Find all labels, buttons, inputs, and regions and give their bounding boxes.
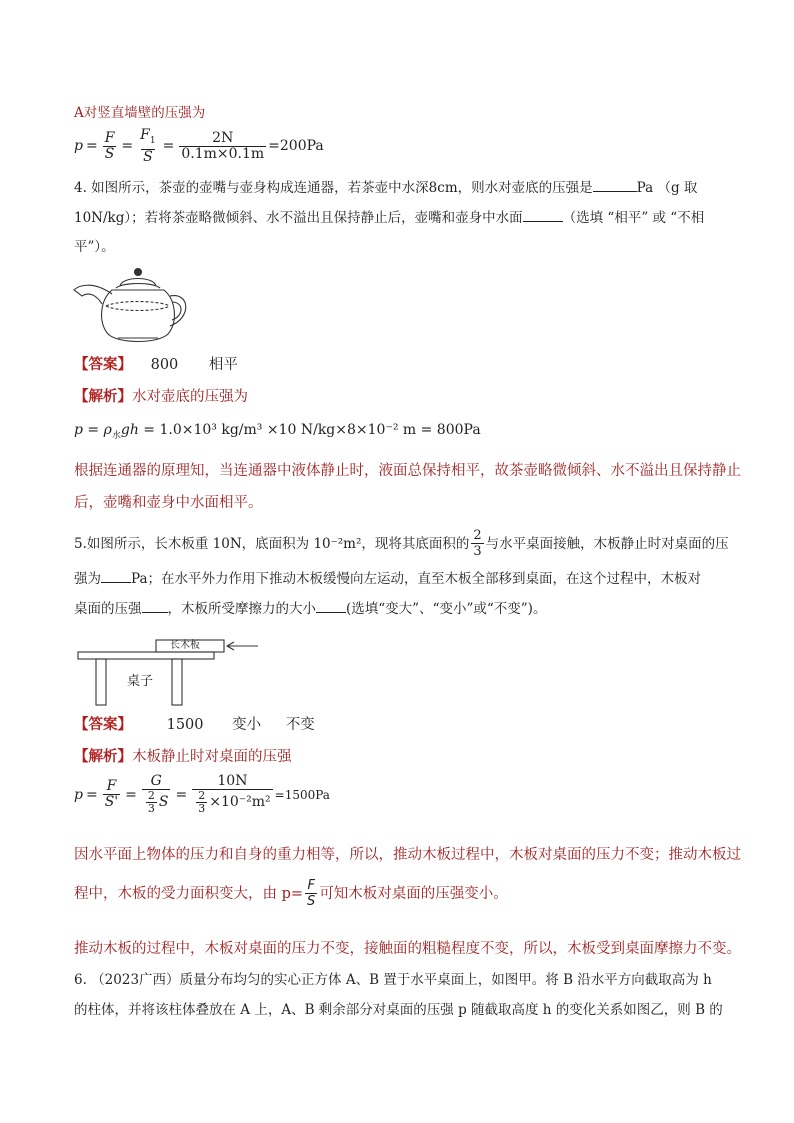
q4-blank-2 (523, 207, 563, 222)
q4-line-3: 平”）。 (74, 239, 115, 255)
table-label: 桌子 (127, 674, 154, 689)
q4-blank-1 (593, 177, 637, 192)
q6-line-1: 6. （2023广西）质量分布均匀的实心正方体 A、B 置于水平桌面上，如图甲。将 B 沿水平方向截取高为 h (74, 972, 712, 988)
pressure-caption: A对竖直墙壁的压强为 (74, 105, 206, 121)
q5-pressure-formula: p = $\frac{F}{S'}$ = G $\frac{2}{3}$ S = 10N $\frac{2}{3}$ ×10⁻²m² =1500Pa (74, 773, 330, 815)
q5-analysis: 【解析】木板静止时对桌面的压强 (74, 748, 292, 765)
q5-blank-2 (142, 598, 168, 613)
q5-line-3: 桌面的压强 ，木板所受摩擦力的大小 (选填“变大”、“变小”或“不变”)。 (74, 598, 546, 619)
q5-blank-3 (316, 598, 346, 613)
q5-answer: 【答案】 1500 变小 不变 (74, 716, 315, 733)
q4-answer: 【答案】 800 相平 (74, 356, 238, 373)
board-table-figure (76, 632, 266, 708)
q4-line-1: 4. 如图所示，茶壶的壶嘴与壶身构成连通器，若茶壶中水深8cm，则水对壶底的压强是 Pa （g 取 (74, 177, 697, 198)
q4-line-2: 10N/kg）；若将茶壶略微倾斜、水不溢出且保持静止后，壶嘴和壶身中水面 （选填 “相平” 或 “不相 (74, 207, 704, 228)
q5-explanation-3: 推动木板的过程中，木板对桌面的压力不变，接触面的粗糙程度不变，所以，木板受到桌面摩擦力不变。 (74, 941, 741, 957)
q5-explanation-1: 因水平面上物体的压力和自身的重力相等，所以，推动木板过程中，木板对桌面的压力不变；推动木板过 (74, 847, 741, 863)
q4-explanation-1: 根据连通器的原理知，当连通器中液体静止时，液面总保持相平，故茶壶略微倾斜、水不溢出且保持静止 (74, 463, 741, 479)
q5-line-2: 强为 Pa；在水平外力作用下推动木板缓慢向左运动，直至木板全部移到桌面，在这个过程中，木板对 (74, 568, 701, 589)
fraction-denominator: S (104, 145, 115, 162)
q4-explanation-2: 后，壶嘴和壶身中水面相平。 (74, 495, 263, 511)
pressure-formula-200pa: p = $\frac{F}{S}$ = $\frac{F_1}{S}$ = $\frac{2N}{0.1m\times 0.1m}$ =200Pa (74, 127, 324, 165)
q5-blank-1 (101, 568, 131, 583)
q4-pressure-formula: $p = \rho_水gh = 1.0\times 10^3$ kg/m³ ×10 N/kg×8×10⁻² m = 800Pa (74, 422, 481, 441)
q5-line-1: 5.如图所示，长木板重 10N，底面积为 10⁻²m²，现将其底面积的 $\frac{2}{3}$ 与水平桌面接触，木板静止时对桌面的压 (74, 528, 729, 559)
q4-analysis: 【解析】水对壶底的压强为 (74, 388, 248, 405)
q6-line-2: 的柱体，并将该柱体叠放在 A 上，A、B 剩余部分对桌面的压强 p 随截取高度 h 的变化关系如图乙，则 B 的 (74, 1002, 723, 1018)
board-label: 长木板 (170, 640, 200, 651)
fraction-numerator: F (104, 129, 115, 146)
teapot-figure (72, 264, 196, 346)
q5-explanation-2: 程中，木板的受力面积变大，由 p= $\frac{F}{S}$ 可知木板对桌面的压强变小。 (74, 878, 508, 909)
